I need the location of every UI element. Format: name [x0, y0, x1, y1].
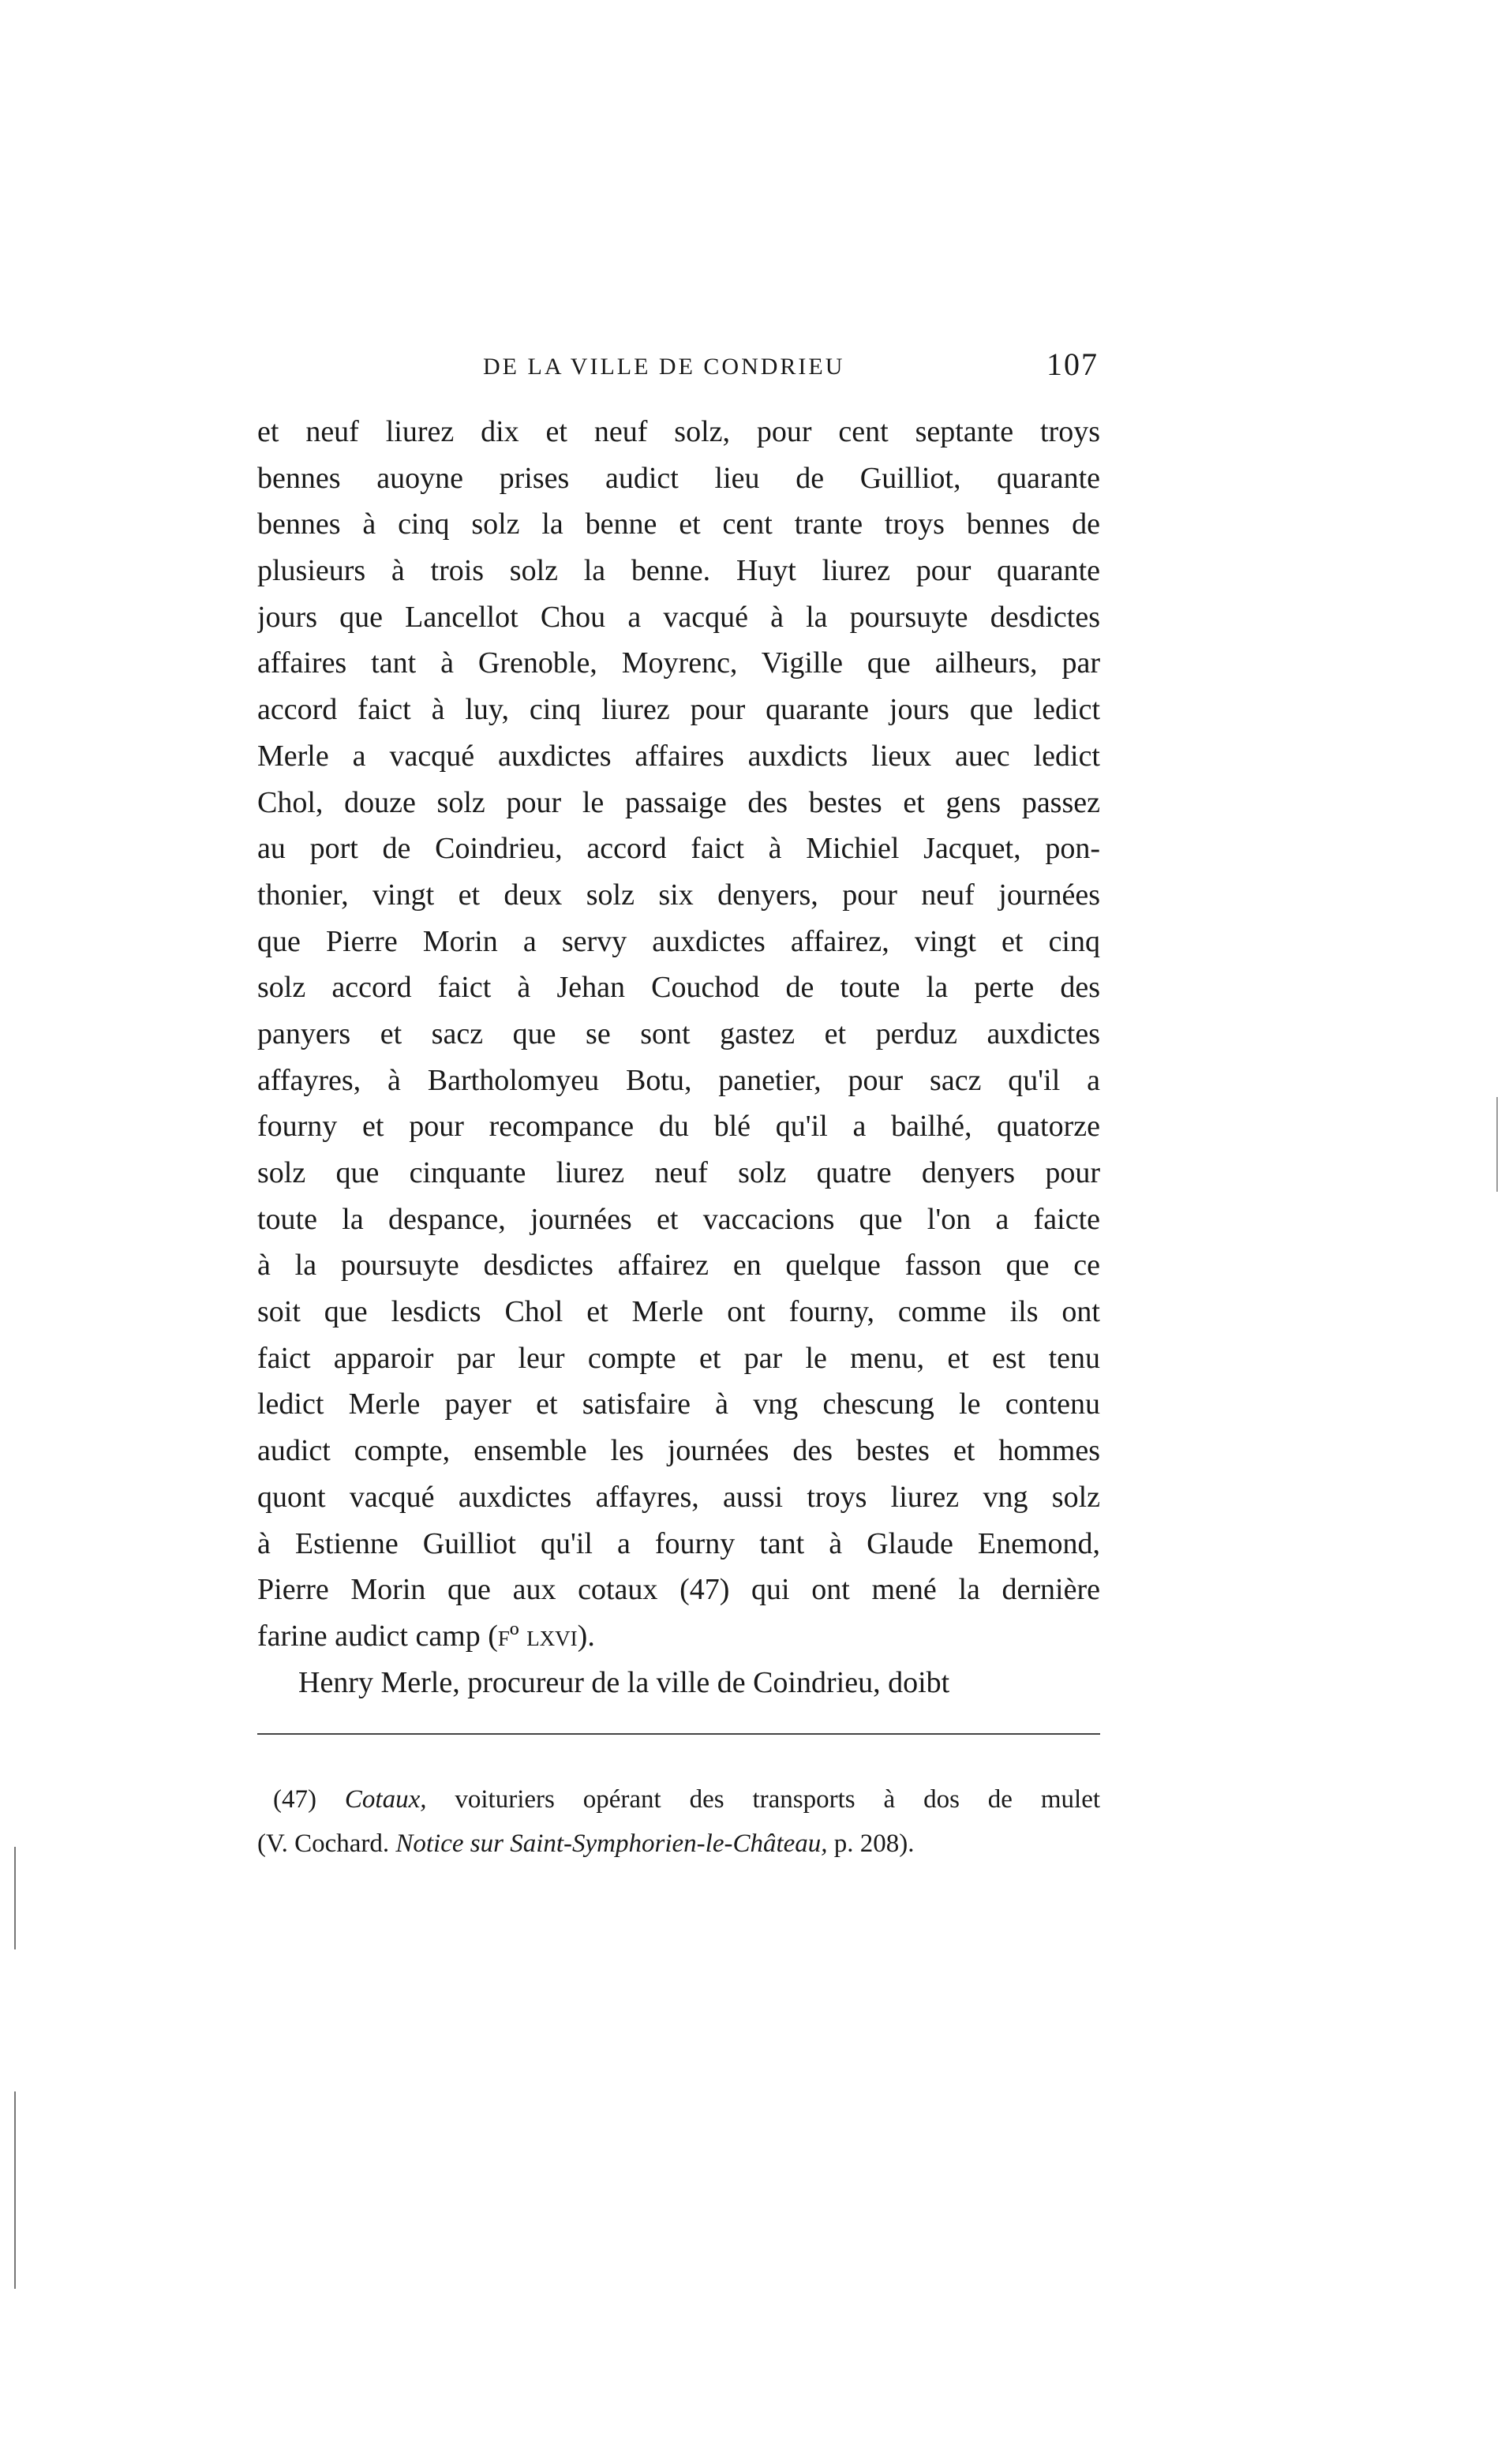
footnote-line-1 — [257, 1777, 1100, 1822]
text-line: et neuf liurez dix et neuf solz, pour cent septante troys — [257, 415, 1100, 448]
text-line: plusieurs à trois solz la benne. Huyt liurez pour quarante — [257, 554, 1100, 588]
text-line: faict apparoir par leur compte et par le menu, et est tenu — [257, 1341, 1100, 1375]
text-line: solz accord faict à Jehan Couchod de toute la perte des — [257, 971, 1100, 1005]
text-line: Chol, douze solz pour le passaige des bestes et gens passez — [257, 785, 1100, 819]
footnote-term: Cotaux, — [344, 1785, 427, 1814]
text-line: au port de Coindrieu, accord faict à Michiel Jacquet, pon- — [257, 832, 1100, 866]
scan-margin-mark — [14, 1847, 16, 1949]
footnote-definition: voituriers opérant des transports à dos de mulet — [455, 1785, 1100, 1814]
text-line: audict compte, ensemble les journées des bestes et hommes — [257, 1434, 1100, 1468]
text-line: accord faict à luy, cinq liurez pour quarante jours que ledict — [257, 693, 1100, 727]
body-text — [257, 409, 1100, 1706]
text-line: affaires tant à Grenoble, Moyrenc, Vigille que ailheurs, par — [257, 646, 1100, 680]
footnote-line2-prefix: (V. Cochard. — [257, 1829, 390, 1858]
text-line: bennes auoyne prises audict lieu de Guilliot, quarante — [257, 461, 1100, 495]
scan-margin-mark — [1496, 1097, 1498, 1192]
text-line: à la poursuyte desdictes affairez en quelque fasson que ce — [257, 1249, 1100, 1283]
text-line: solz que cinquante liurez neuf solz quatre denyers pour — [257, 1156, 1100, 1189]
footnote-rule — [257, 1733, 1100, 1735]
page-number: 107 — [1046, 346, 1099, 382]
running-head — [483, 346, 1099, 393]
text-line: toute la despance, journées et vaccacions que l'on a faicte — [257, 1202, 1100, 1236]
text-line: que Pierre Morin a servy auxdictes affairez, vingt et cinq — [257, 924, 1100, 958]
text-line: panyers et sacz que se sont gastez et perduz auxdictes — [257, 1017, 1100, 1050]
footnote — [257, 1777, 1100, 1866]
text-line: thonier, vingt et deux solz six denyers, pour neuf journées — [257, 878, 1100, 912]
closing-line-suffix: ). — [577, 1619, 595, 1653]
footnote-line-2 — [257, 1822, 1100, 1866]
closing-line-prefix: farine audict camp ( — [257, 1619, 498, 1653]
running-title: DE LA VILLE DE CONDRIEU — [483, 354, 845, 380]
text-line: soit que lesdicts Chol et Merle ont fourny, comme ils ont — [257, 1295, 1100, 1329]
text-line: bennes à cinq solz la benne et cent trante troys bennes de — [257, 507, 1100, 541]
text-line: jours que Lancellot Chou a vacqué à la poursuyte desdictes — [257, 600, 1100, 634]
footnote-page-ref: p. 208). — [833, 1829, 915, 1858]
text-line: Merle a vacqué auxdictes affaires auxdicts lieux auec ledict — [257, 739, 1100, 773]
text-line: affayres, à Bartholomyeu Botu, panetier, pour sacz qu'il a — [257, 1063, 1100, 1097]
scan-margin-mark — [14, 2091, 16, 2289]
text-line: ledict Merle payer et satisfaire à vng chescung le contenu — [257, 1387, 1100, 1421]
closing-line — [257, 1613, 1100, 1660]
footnote-number: (47) — [273, 1785, 316, 1814]
folio-reference: fº lxvi — [497, 1619, 578, 1653]
text-line: Pierre Morin que aux cotaux (47) qui ont mené la dernière — [257, 1573, 1100, 1607]
text-line: à Estienne Guilliot qu'il a fourny tant à Glaude Enemond, — [257, 1526, 1100, 1560]
footnote-source-title: Notice sur Saint-Symphorien-le-Château, — [395, 1829, 828, 1858]
text-line: fourny et pour recompance du blé qu'il a bailhé, quatorze — [257, 1110, 1100, 1144]
text-line: quont vacqué auxdictes affayres, aussi troys liurez vng solz — [257, 1480, 1100, 1514]
next-paragraph: Henry Merle, procureur de la ville de Coindrieu, doibt — [298, 1665, 950, 1699]
